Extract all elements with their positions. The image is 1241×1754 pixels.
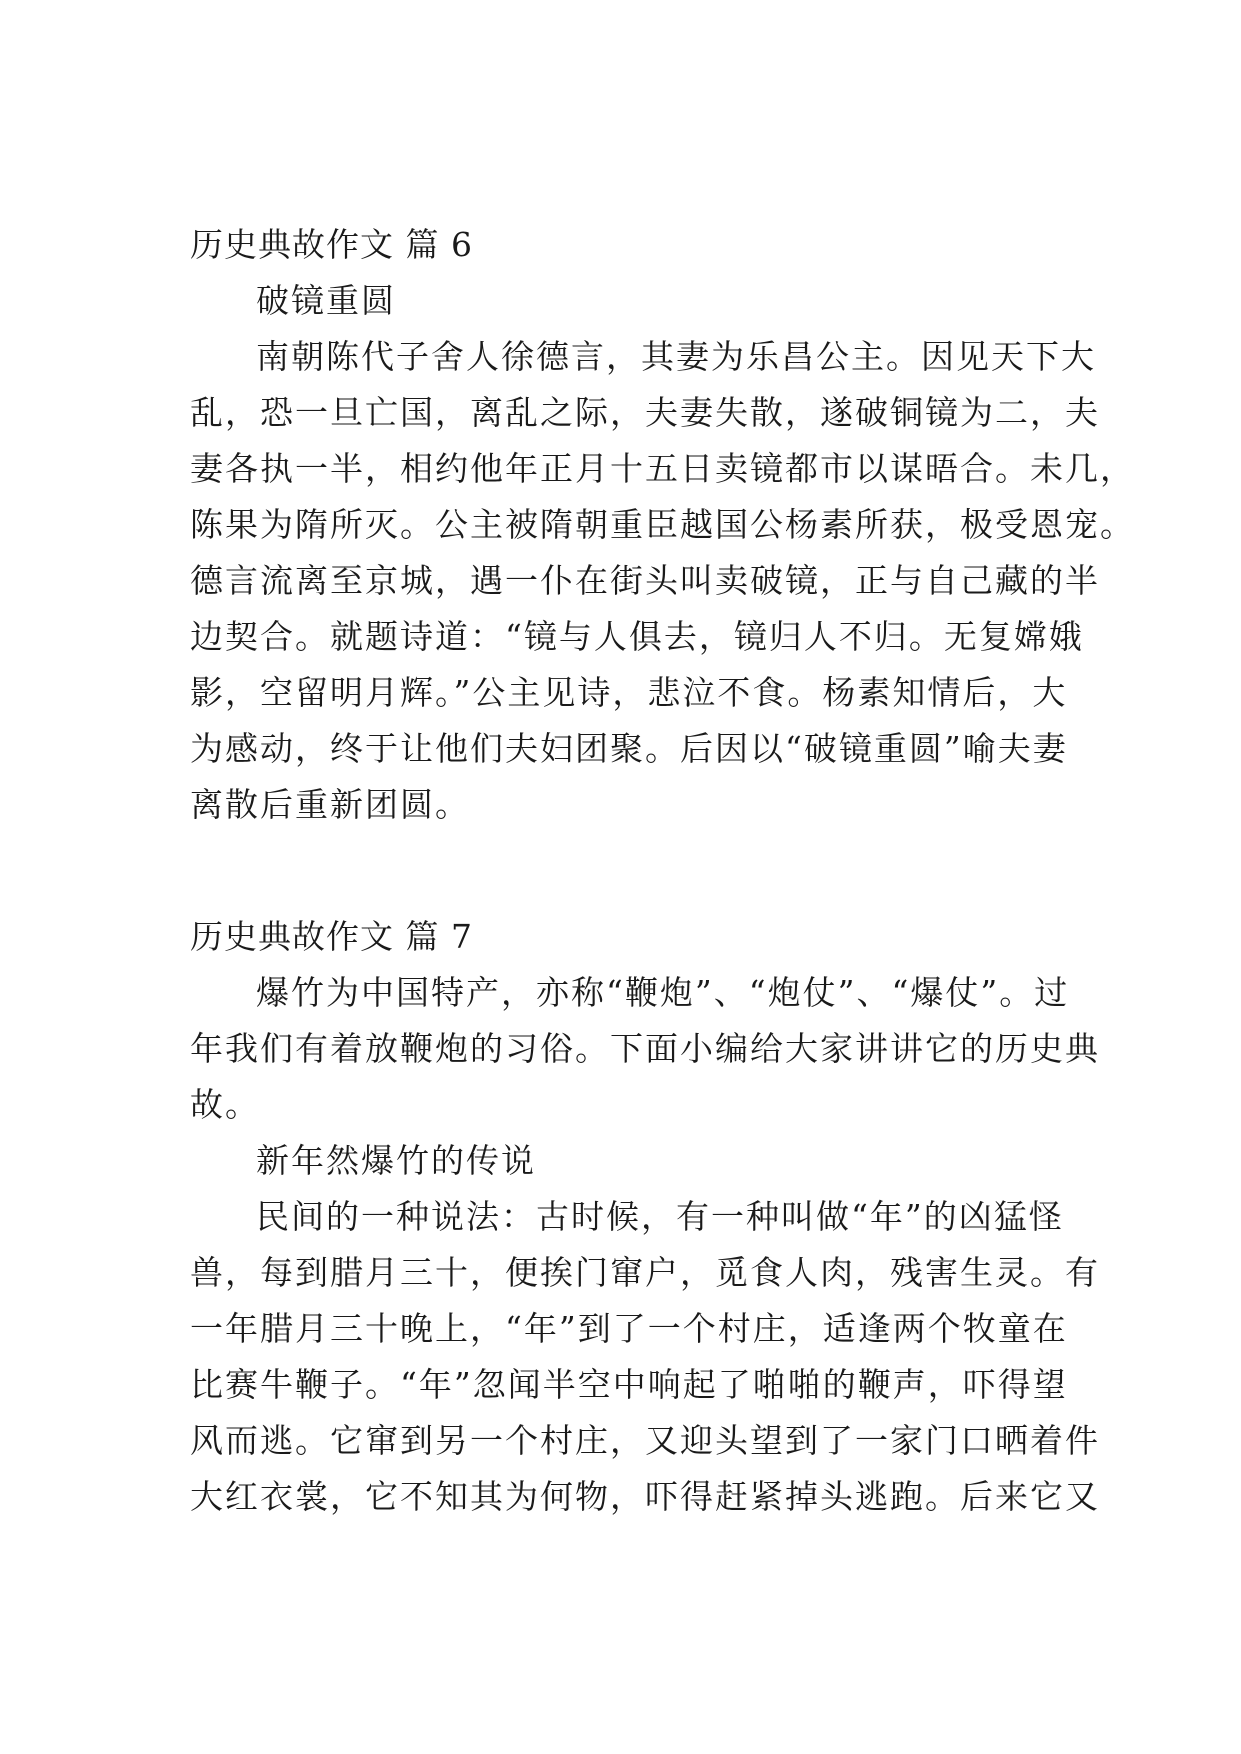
paragraph-line: 大红衣裳，它不知其为何物，吓得赶紧掉头逃跑。后来它又 [190, 1477, 1100, 1516]
section-heading: 历史典故作文 篇 7 [190, 917, 473, 956]
section-subtitle: 新年然爆竹的传说 [256, 1141, 536, 1180]
paragraph-line: 为感动，终于让他们夫妇团聚。后因以“破镜重圆”喻夫妻 [190, 729, 1068, 768]
paragraph-line: 离散后重新团圆。 [190, 785, 470, 824]
paragraph-line: 一年腊月三十晚上，“年”到了一个村庄，适逢两个牧童在 [190, 1309, 1068, 1348]
paragraph-line: 爆竹为中国特产，亦称“鞭炮”、“炮仗”、“爆仗”。过 [256, 973, 1070, 1012]
paragraph-line: 兽，每到腊月三十，便挨门窜户，觅食人肉，残害生灵。有 [190, 1253, 1100, 1292]
paragraph-line: 陈果为隋所灭。公主被隋朝重臣越国公杨素所获，极受恩宠。 [190, 505, 1135, 544]
paragraph-line: 边契合。就题诗道：“镜与人俱去，镜归人不归。无复嫦娥 [190, 617, 1084, 656]
paragraph-line: 南朝陈代子舍人徐德言，其妻为乐昌公主。因见天下大 [256, 337, 1096, 376]
paragraph-line: 影，空留明月辉。”公主见诗，悲泣不食。杨素知情后，大 [190, 673, 1068, 712]
paragraph-line: 妻各执一半，相约他年正月十五日卖镜都市以谋晤合。未几， [190, 449, 1135, 488]
section-heading: 历史典故作文 篇 6 [190, 225, 473, 264]
section-subtitle: 破镜重圆 [256, 281, 396, 320]
paragraph-line: 德言流离至京城，遇一仆在街头叫卖破镜，正与自己藏的半 [190, 561, 1100, 600]
paragraph-line: 年我们有着放鞭炮的习俗。下面小编给大家讲讲它的历史典 [190, 1029, 1100, 1068]
paragraph-line: 故。 [190, 1085, 260, 1124]
paragraph-line: 比赛牛鞭子。“年”忽闻半空中响起了啪啪的鞭声，吓得望 [190, 1365, 1068, 1404]
paragraph-line: 民间的一种说法：古时候，有一种叫做“年”的凶猛怪 [256, 1197, 1064, 1236]
paragraph-line: 风而逃。它窜到另一个村庄，又迎头望到了一家门口晒着件 [190, 1421, 1100, 1460]
paragraph-line: 乱，恐一旦亡国，离乱之际，夫妻失散，遂破铜镜为二，夫 [190, 393, 1100, 432]
